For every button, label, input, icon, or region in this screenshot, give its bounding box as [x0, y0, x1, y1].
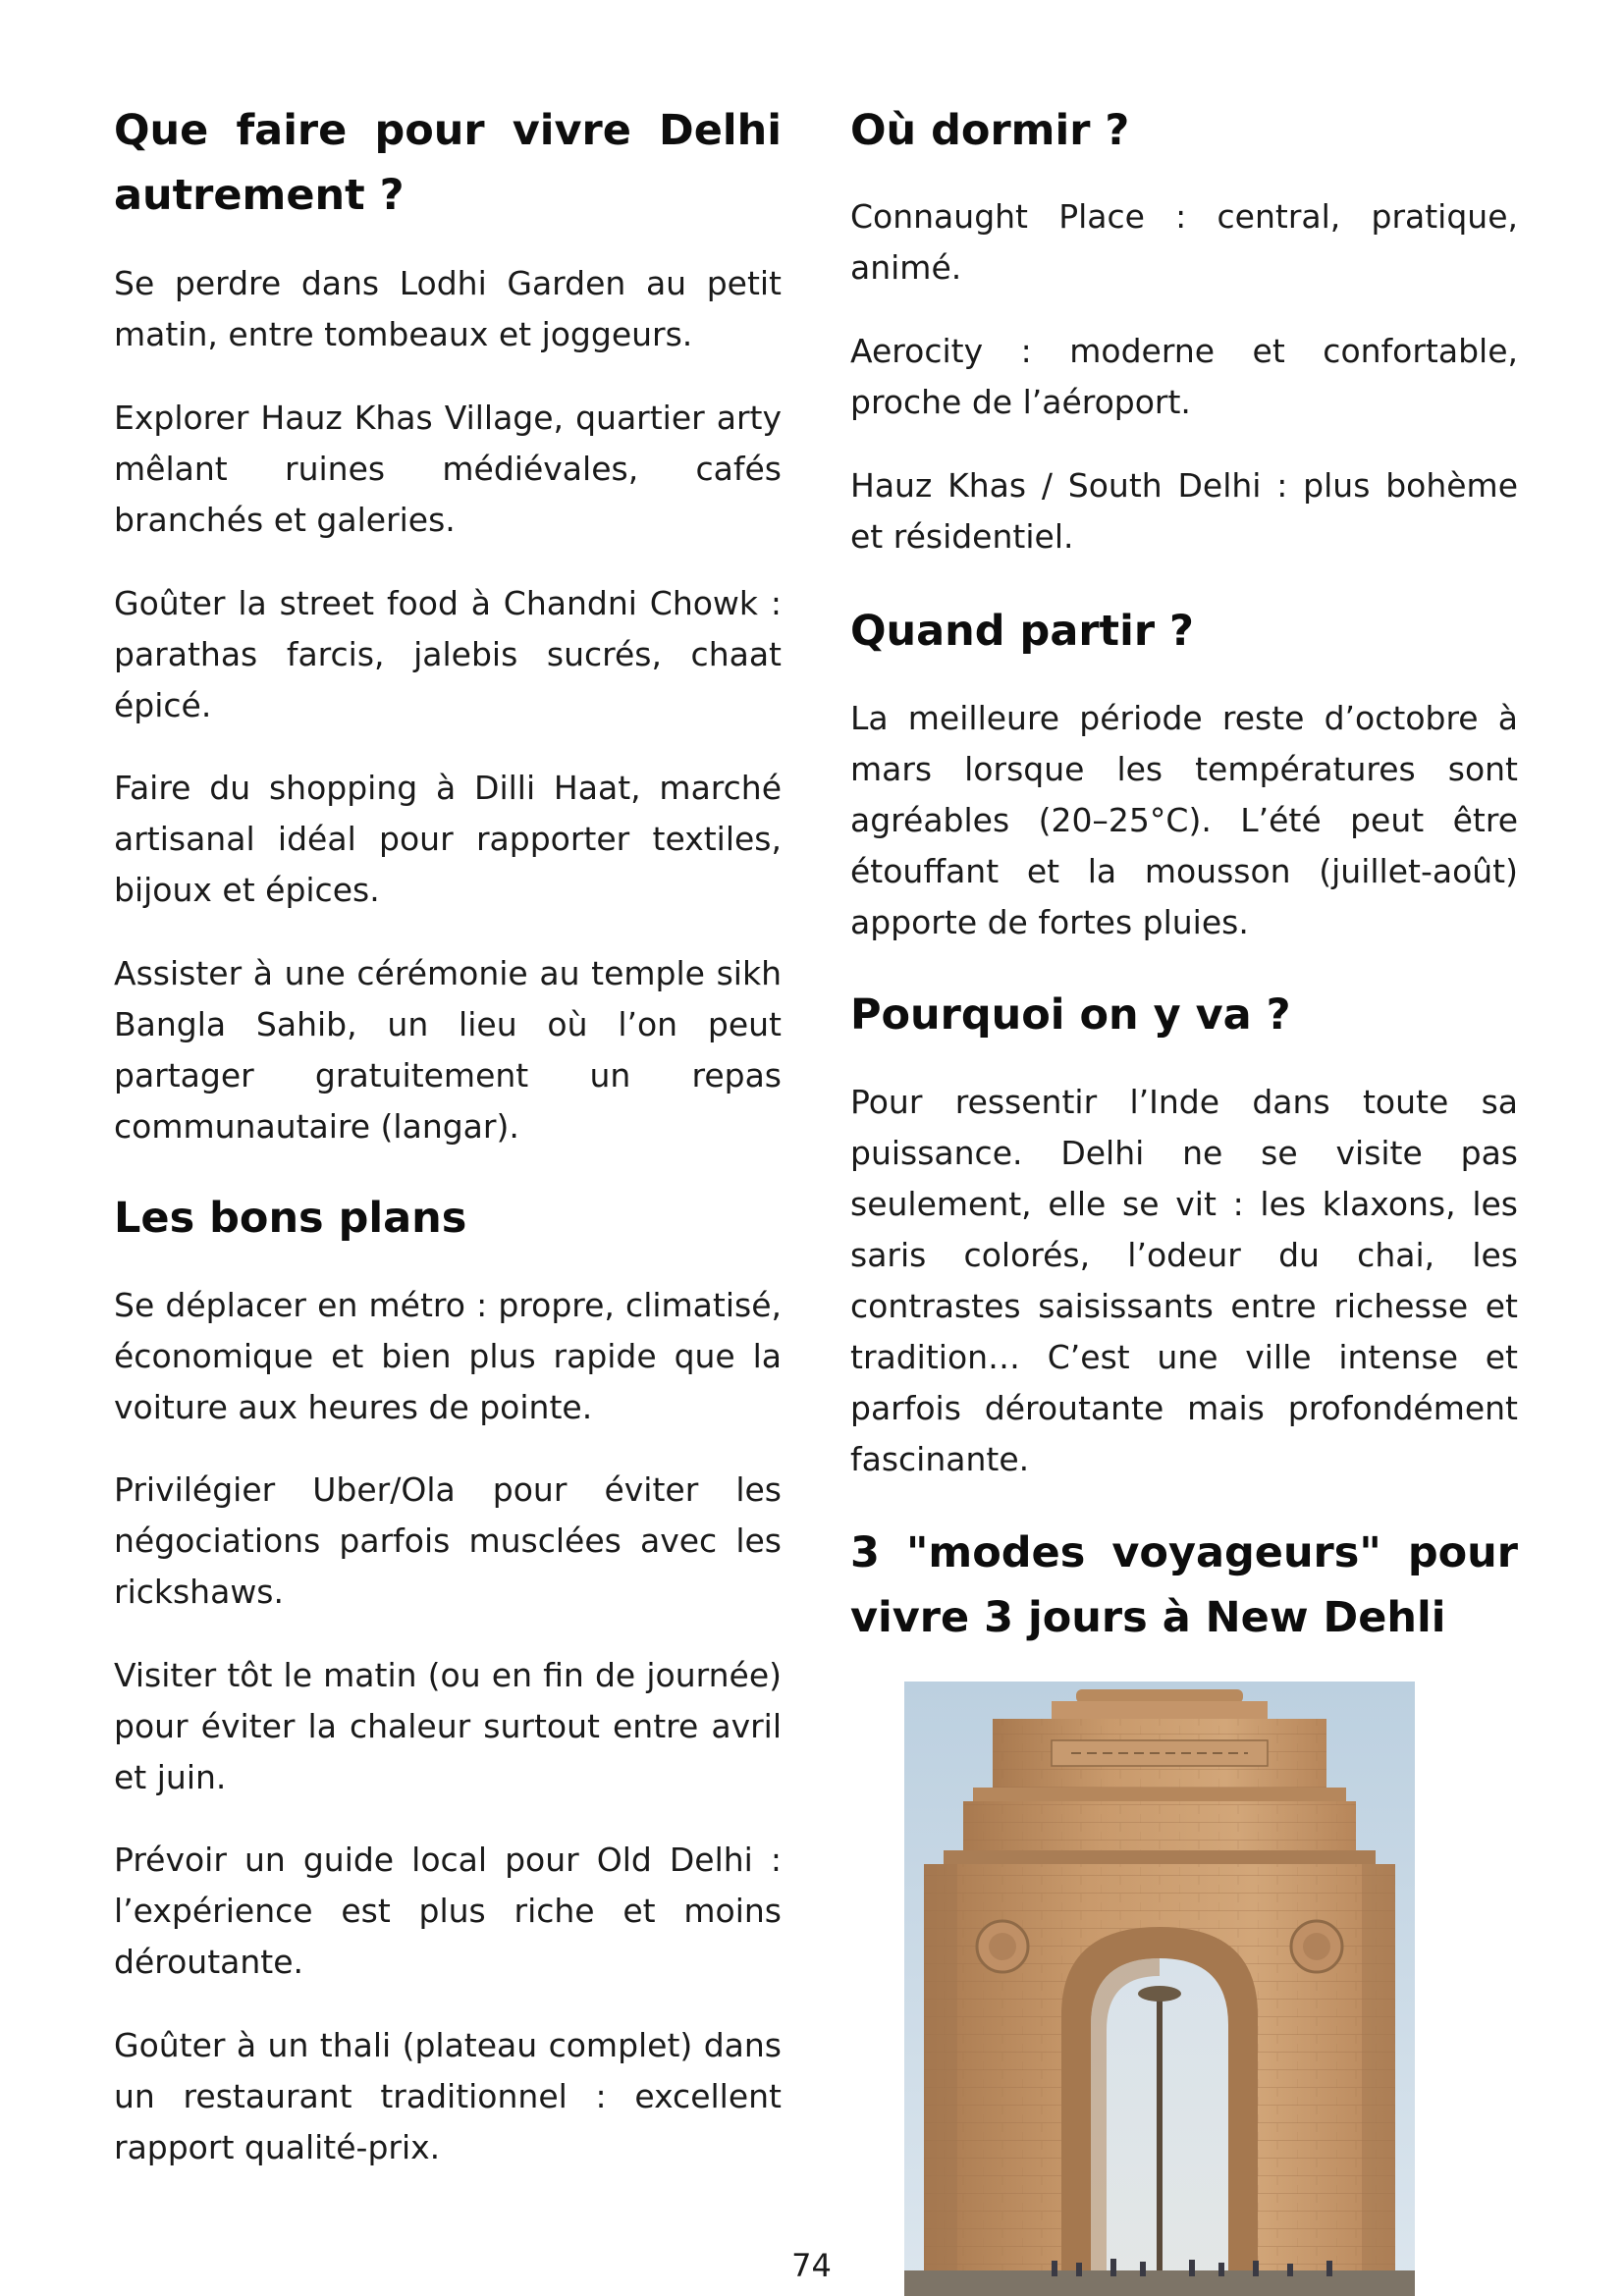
why-paragraph: Pour ressentir l’Inde dans toute sa puissance. Delhi ne se visite pas seulement, elle se vit : les klaxons, les saris colorés, l’odeur du chai, les contrastes saisissants entre richesse et tradition… C’est une ville intense et parfois déroutante mais profondément fascinante. — [850, 1083, 1518, 1478]
tip-paragraph: Se déplacer en métro : propre, climatisé, économique et bien plus rapide que la voiture aux heures de pointe. — [114, 1286, 782, 1426]
sleep-paragraph: Connaught Place : central, pratique, animé. — [850, 197, 1518, 287]
sleep-paragraph: Hauz Khas / South Delhi : plus bohème et résidentiel. — [850, 466, 1518, 556]
tip-paragraph: Privilégier Uber/Ola pour éviter les négociations parfois musclées avec les rickshaws. — [114, 1470, 782, 1611]
activity-paragraph: Explorer Hauz Khas Village, quartier arty mêlant ruines médiévales, cafés branchés et galeries. — [114, 399, 782, 539]
india-gate-illustration — [904, 1682, 1415, 2296]
india-gate-photo — [904, 1682, 1415, 2296]
tip-paragraph: Goûter à un thali (plateau complet) dans un restaurant traditionnel : excellent rapport qualité-prix. — [114, 2026, 782, 2166]
when-paragraph: La meilleure période reste d’octobre à mars lorsque les températures sont agréables (20–25°C). L’été peut être étouffant et la mousson (juillet-août) apporte de fortes pluies. — [850, 699, 1518, 941]
activity-paragraph: Goûter la street food à Chandni Chowk : parathas farcis, jalebis sucrés, chaat épicé. — [114, 584, 782, 724]
page-number: 74 — [791, 2247, 832, 2284]
heading-que-faire: Que faire pour vivre Delhi autrement ? — [114, 106, 782, 220]
activity-paragraph: Assister à une cérémonie au temple sikh Bangla Sahib, un lieu où l’on peut partager gratuitement un repas communautaire (langar). — [114, 954, 782, 1146]
heading-quand-partir: Quand partir ? — [850, 607, 1194, 656]
activity-paragraph: Se perdre dans Lodhi Garden au petit matin, entre tombeaux et joggeurs. — [114, 264, 782, 353]
sleep-paragraph: Aerocity : moderne et confortable, proche de l’aéroport. — [850, 332, 1518, 421]
heading-ou-dormir: Où dormir ? — [850, 106, 1130, 155]
tip-paragraph: Visiter tôt le matin (ou en fin de journée) pour éviter la chaleur surtout entre avril et juin. — [114, 1656, 782, 1796]
tip-paragraph: Prévoir un guide local pour Old Delhi : l’expérience est plus riche et moins déroutante. — [114, 1841, 782, 1981]
activity-paragraph: Faire du shopping à Dilli Haat, marché artisanal idéal pour rapporter textiles, bijoux et épices. — [114, 769, 782, 909]
heading-bons-plans: Les bons plans — [114, 1194, 467, 1243]
heading-modes-voyageurs: 3 "modes voyageurs" pour vivre 3 jours à New Dehli — [850, 1528, 1518, 1642]
heading-pourquoi: Pourquoi on y va ? — [850, 990, 1291, 1040]
